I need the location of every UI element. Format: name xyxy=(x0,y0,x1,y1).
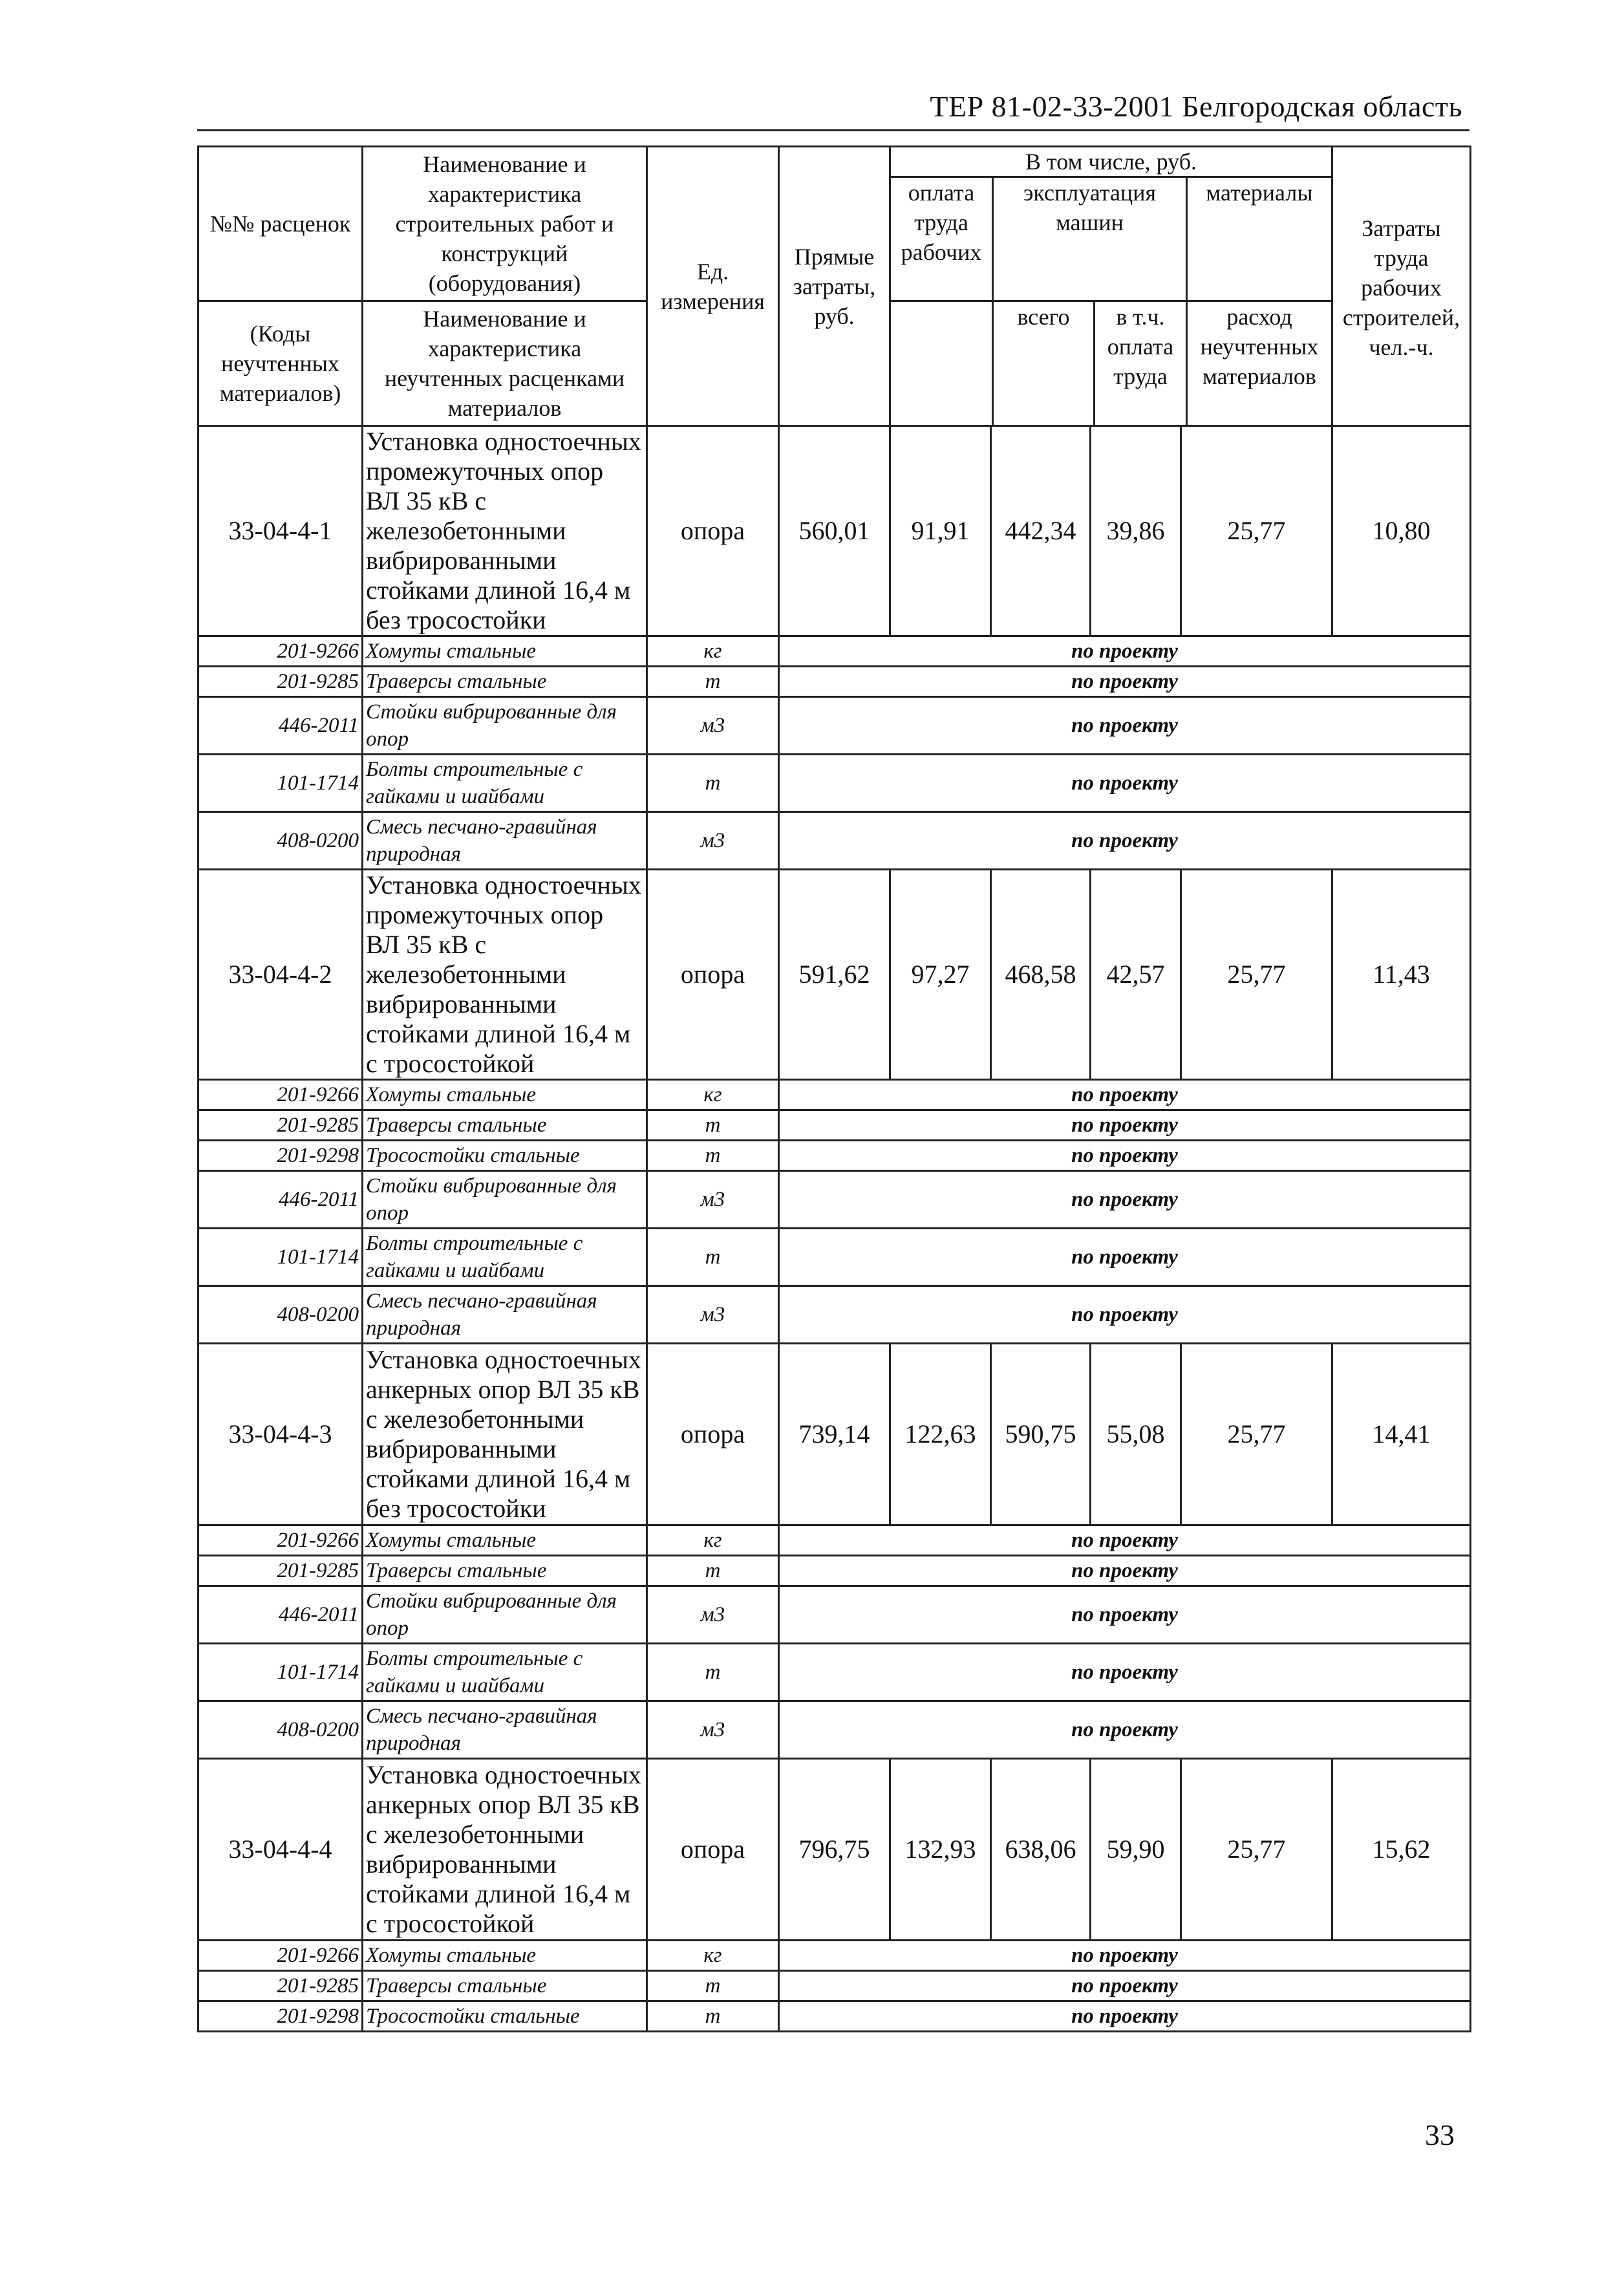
material-name: Хомуты стальные xyxy=(363,1080,647,1110)
material-consumption: по проекту xyxy=(779,2001,1471,2032)
material-unit: кг xyxy=(647,1080,779,1110)
material-row xyxy=(198,1141,1471,1171)
rate-labor-cost: 10,80 xyxy=(1332,426,1471,636)
rate-row xyxy=(198,1759,1471,1941)
material-consumption: по проекту xyxy=(779,1171,1471,1229)
rate-row xyxy=(198,870,1471,1080)
material-code: 408-0200 xyxy=(198,1286,363,1344)
material-row xyxy=(198,636,1471,667)
col-machines-labor-header: в т.ч. оплата труда xyxy=(1095,302,1188,425)
material-code: 201-9298 xyxy=(198,1141,363,1171)
col-machines-header: эксплуатация машин xyxy=(994,178,1188,300)
rate-code: 33-04-4-3 xyxy=(198,1344,363,1525)
material-code: 201-9285 xyxy=(198,667,363,697)
material-consumption: по проекту xyxy=(779,1525,1471,1556)
col-incl-header: В том числе, руб. xyxy=(891,147,1331,178)
material-name: Болты строительные с гайками и шайбами xyxy=(363,1644,647,1701)
rate-labor-cost: 15,62 xyxy=(1332,1759,1471,1941)
rate-labor-pay: 91,91 xyxy=(890,426,991,636)
material-consumption: по проекту xyxy=(779,1110,1471,1141)
rate-direct-cost: 560,01 xyxy=(779,426,890,636)
material-name: Стойки вибрированные для опор xyxy=(363,697,647,755)
header-row-1 xyxy=(198,147,1471,301)
material-unit: м3 xyxy=(647,1286,779,1344)
col-unit-header: Ед. измерения xyxy=(647,147,779,426)
material-consumption: по проекту xyxy=(779,1080,1471,1110)
material-unit: т xyxy=(647,1971,779,2001)
rate-machines-labor: 55,08 xyxy=(1091,1344,1181,1525)
material-code: 446-2011 xyxy=(198,1171,363,1229)
material-unit: м3 xyxy=(647,697,779,755)
material-row xyxy=(198,1941,1471,1971)
material-name: Стойки вибрированные для опор xyxy=(363,1586,647,1644)
material-unit: м3 xyxy=(647,1586,779,1644)
material-name: Тросостойки стальные xyxy=(363,1141,647,1171)
rate-machines-labor: 39,86 xyxy=(1091,426,1181,636)
material-name: Болты строительные с гайками и шайбами xyxy=(363,1229,647,1286)
material-code: 201-9266 xyxy=(198,1525,363,1556)
material-row xyxy=(198,1110,1471,1141)
material-consumption: по проекту xyxy=(779,1556,1471,1586)
material-code: 408-0200 xyxy=(198,1701,363,1759)
material-consumption: по проекту xyxy=(779,1644,1471,1701)
col-code-sub-header: (Коды неучтенных материалов) xyxy=(198,301,363,426)
material-unit: м3 xyxy=(647,812,779,870)
rate-unit: опора xyxy=(647,1344,779,1525)
material-row xyxy=(198,697,1471,755)
material-name: Траверсы стальные xyxy=(363,1110,647,1141)
material-consumption: по проекту xyxy=(779,1586,1471,1644)
material-name: Траверсы стальные xyxy=(363,1971,647,2001)
material-unit: кг xyxy=(647,636,779,667)
material-code: 201-9266 xyxy=(198,1941,363,1971)
col-machines-total-header: всего xyxy=(994,302,1095,425)
rate-row xyxy=(198,1344,1471,1525)
material-name: Смесь песчано-гравийная природная xyxy=(363,812,647,870)
rate-code: 33-04-4-2 xyxy=(198,870,363,1080)
material-consumption: по проекту xyxy=(779,1141,1471,1171)
material-code: 201-9266 xyxy=(198,1080,363,1110)
material-unit: т xyxy=(647,755,779,812)
rate-name: Установка одностоечных промежуточных опор ВЛ 35 кВ с железобетонными вибрированными стойками длиной 16,4 м с тросостойкой xyxy=(363,870,647,1080)
material-unit: т xyxy=(647,2001,779,2032)
col-materials-sub-header: расход неучтенных материалов xyxy=(1200,304,1319,389)
material-row xyxy=(198,1171,1471,1229)
rate-labor-cost: 14,41 xyxy=(1332,1344,1471,1525)
rate-direct-cost: 591,62 xyxy=(779,870,890,1080)
document-title: ТЕР 81-02-33-2001 Белгородская область xyxy=(930,90,1462,123)
material-code: 201-9285 xyxy=(198,1110,363,1141)
rate-unit: опора xyxy=(647,870,779,1080)
material-code: 101-1714 xyxy=(198,755,363,812)
material-consumption: по проекту xyxy=(779,1286,1471,1344)
material-consumption: по проекту xyxy=(779,697,1471,755)
material-row xyxy=(198,812,1471,870)
material-unit: т xyxy=(647,1556,779,1586)
material-code: 201-9298 xyxy=(198,2001,363,2032)
material-name: Хомуты стальные xyxy=(363,636,647,667)
material-row xyxy=(198,2001,1471,2032)
material-name: Смесь песчано-гравийная природная xyxy=(363,1286,647,1344)
rate-name: Установка одностоечных анкерных опор ВЛ 35 кВ с железобетонными вибрированными стойками длиной 16,4 м без тросостойки xyxy=(363,1344,647,1525)
material-consumption: по проекту xyxy=(779,667,1471,697)
material-name: Смесь песчано-гравийная природная xyxy=(363,1701,647,1759)
col-labor-pay-header: оплата труда рабочих xyxy=(891,178,994,300)
rates-table xyxy=(197,145,1471,2032)
rate-machines-total: 590,75 xyxy=(991,1344,1091,1525)
material-code: 201-9266 xyxy=(198,636,363,667)
material-unit: кг xyxy=(647,1525,779,1556)
col-labor-pay-empty xyxy=(891,302,994,425)
col-name-sub-header: Наименование и характеристика неучтенных расценками материалов xyxy=(363,301,647,426)
material-unit: т xyxy=(647,667,779,697)
rate-direct-cost: 796,75 xyxy=(779,1759,890,1941)
material-row xyxy=(198,1701,1471,1759)
material-row xyxy=(198,1556,1471,1586)
material-row xyxy=(198,1644,1471,1701)
rate-materials: 25,77 xyxy=(1181,1759,1332,1941)
material-code: 201-9285 xyxy=(198,1556,363,1586)
rate-code: 33-04-4-4 xyxy=(198,1759,363,1941)
material-consumption: по проекту xyxy=(779,1941,1471,1971)
rate-name: Установка одностоечных промежуточных опор ВЛ 35 кВ с железобетонными вибрированными стойками длиной 16,4 м без тросостойки xyxy=(363,426,647,636)
material-unit: кг xyxy=(647,1941,779,1971)
rate-labor-pay: 97,27 xyxy=(890,870,991,1080)
col-labor-cost-header: Затраты труда рабочих строителей, чел.-ч. xyxy=(1332,147,1471,426)
material-row xyxy=(198,667,1471,697)
rate-machines-total: 638,06 xyxy=(991,1759,1091,1941)
material-code: 101-1714 xyxy=(198,1229,363,1286)
material-consumption: по проекту xyxy=(779,812,1471,870)
material-name: Болты строительные с гайками и шайбами xyxy=(363,755,647,812)
col-direct-header: Прямые затраты, руб. xyxy=(779,147,890,426)
material-unit: т xyxy=(647,1644,779,1701)
material-row xyxy=(198,1080,1471,1110)
rate-machines-total: 442,34 xyxy=(991,426,1091,636)
material-name: Хомуты стальные xyxy=(363,1525,647,1556)
material-code: 446-2011 xyxy=(198,697,363,755)
material-code: 408-0200 xyxy=(198,812,363,870)
material-unit: т xyxy=(647,1141,779,1171)
col-code-header: №№ расценок xyxy=(198,147,363,301)
material-row xyxy=(198,1229,1471,1286)
rate-unit: опора xyxy=(647,426,779,636)
material-name: Стойки вибрированные для опор xyxy=(363,1171,647,1229)
material-name: Хомуты стальные xyxy=(363,1941,647,1971)
rate-unit: опора xyxy=(647,1759,779,1941)
rate-name: Установка одностоечных анкерных опор ВЛ 35 кВ с железобетонными вибрированными стойками длиной 16,4 м с тросостойкой xyxy=(363,1759,647,1941)
material-consumption: по проекту xyxy=(779,636,1471,667)
header-divider xyxy=(197,129,1469,131)
material-row xyxy=(198,1525,1471,1556)
col-incl-group xyxy=(890,147,1332,301)
material-row xyxy=(198,755,1471,812)
rate-machines-labor: 59,90 xyxy=(1091,1759,1181,1941)
rate-row xyxy=(198,426,1471,636)
material-unit: т xyxy=(647,1229,779,1286)
rate-labor-cost: 11,43 xyxy=(1332,870,1471,1080)
col-materials-header: материалы xyxy=(1206,180,1313,206)
material-code: 446-2011 xyxy=(198,1586,363,1644)
material-name: Тросостойки стальные xyxy=(363,2001,647,2032)
material-code: 101-1714 xyxy=(198,1644,363,1701)
rate-labor-pay: 132,93 xyxy=(890,1759,991,1941)
material-row xyxy=(198,1971,1471,2001)
page-number: 33 xyxy=(1425,2118,1455,2151)
rate-materials: 25,77 xyxy=(1181,426,1332,636)
col-name-header: Наименование и характеристика строительных работ и конструкций (оборудования) xyxy=(363,147,647,301)
material-consumption: по проекту xyxy=(779,1701,1471,1759)
material-code: 201-9285 xyxy=(198,1971,363,2001)
material-row xyxy=(198,1586,1471,1644)
rate-materials: 25,77 xyxy=(1181,870,1332,1080)
material-consumption: по проекту xyxy=(779,1229,1471,1286)
material-row xyxy=(198,1286,1471,1344)
rate-code: 33-04-4-1 xyxy=(198,426,363,636)
rate-materials: 25,77 xyxy=(1181,1344,1332,1525)
material-unit: м3 xyxy=(647,1171,779,1229)
material-consumption: по проекту xyxy=(779,755,1471,812)
col-incl-sub-group xyxy=(890,301,1332,426)
material-unit: т xyxy=(647,1110,779,1141)
rate-machines-labor: 42,57 xyxy=(1091,870,1181,1080)
material-name: Траверсы стальные xyxy=(363,667,647,697)
material-name: Траверсы стальные xyxy=(363,1556,647,1586)
rate-direct-cost: 739,14 xyxy=(779,1344,890,1525)
rate-labor-pay: 122,63 xyxy=(890,1344,991,1525)
material-unit: м3 xyxy=(647,1701,779,1759)
rate-machines-total: 468,58 xyxy=(991,870,1091,1080)
material-consumption: по проекту xyxy=(779,1971,1471,2001)
